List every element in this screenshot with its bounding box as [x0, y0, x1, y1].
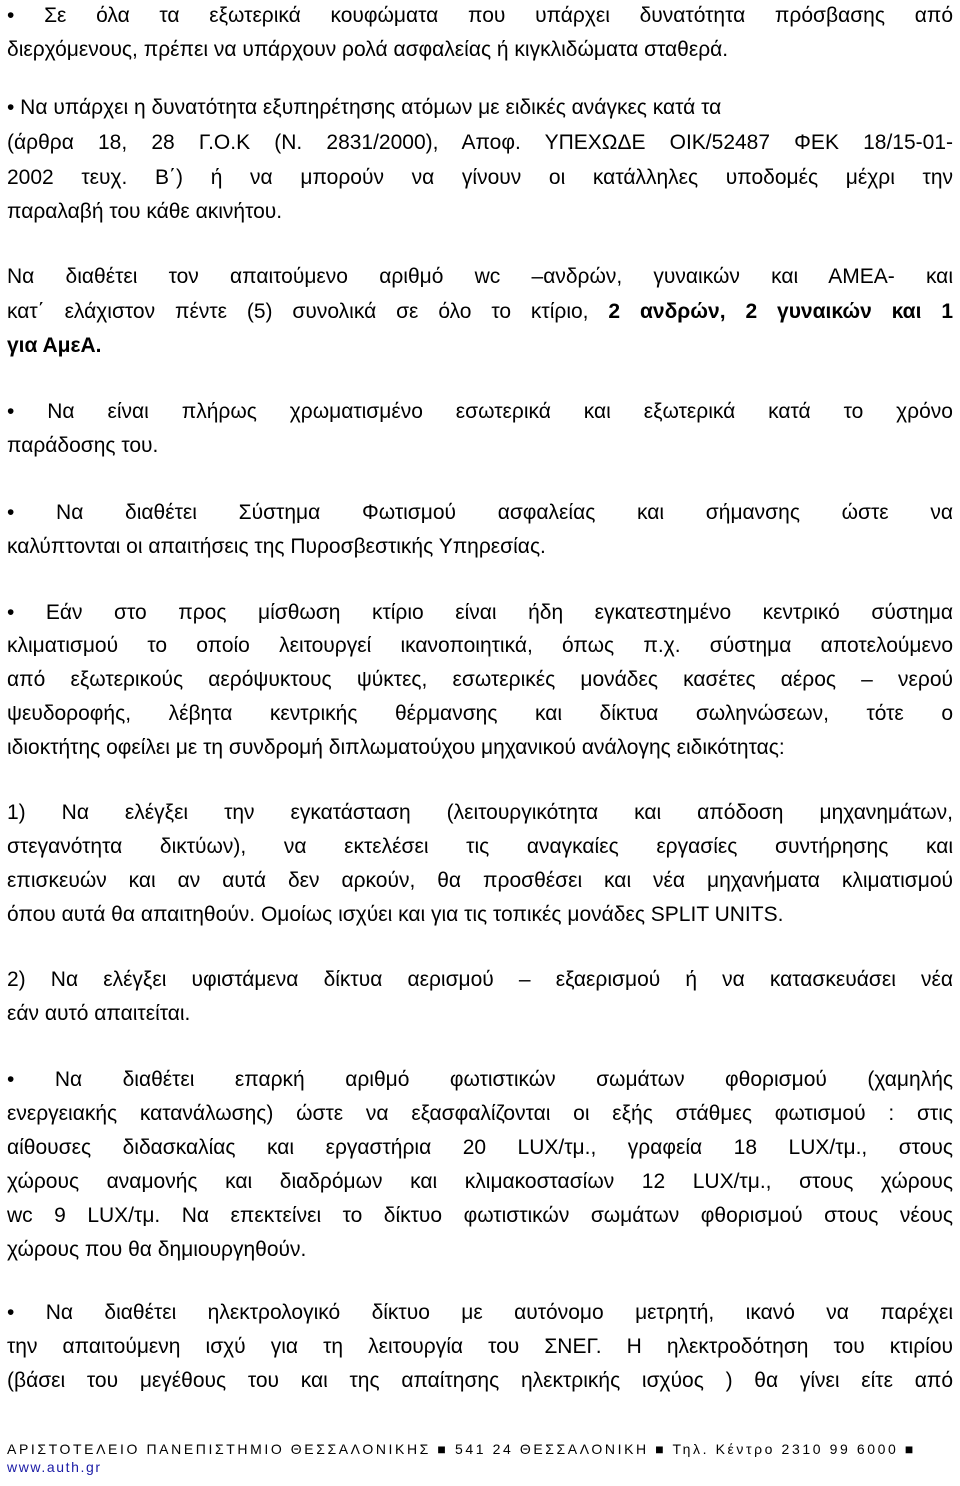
text-line — [7, 330, 953, 362]
bold-text: 2 ανδρών, 2 γυναικών και 1 — [608, 300, 953, 323]
text-line: χώρους που θα δημιουργηθούν. — [7, 1238, 307, 1261]
text-line: κλιματισμού το οποίο λειτουργεί ικανοποιητικά, όπως π.χ. σύστημα αποτελούμενο — [7, 634, 953, 657]
text-line: (άρθρα 18, 28 Γ.Ο.Κ (Ν. 2831/2000), Αποφ. ΥΠΕΧΩΔΕ ΟΙΚ/52487 ΦΕΚ 18/15-01- — [7, 131, 953, 154]
text-line: επισκευών και αν αυτά δεν αρκούν, θα προσθέσει και νέα μηχανήματα κλιματισμού — [7, 869, 953, 892]
text-line: εάν αυτό απαιτείται. — [7, 1002, 191, 1025]
text-line: διερχόμενους, πρέπει να υπάρχουν ρολά ασφαλείας ή κιγκλιδώματα σταθερά. — [7, 38, 729, 61]
text-line: 1) Να ελέγξει την εγκατάσταση (λειτουργικότητα και απόδοση μηχανημάτων, — [7, 801, 953, 824]
text-line: όπου αυτά θα απαιτηθούν. Ομοίως ισχύει και για τις τοπικές μονάδες SPLIT UNITS. — [7, 903, 784, 926]
text-line: • Να διαθέτει επαρκή αριθμό φωτιστικών σωμάτων φθορισμού (χαμηλής — [7, 1068, 953, 1091]
text-line: παράδοσης του. — [7, 434, 159, 457]
text-line: αίθουσες διδασκαλίας και εργαστήρια 20 LUX/τμ., γραφεία 18 LUX/τμ., στους — [7, 1136, 953, 1159]
text-line: παραλαβή του κάθε ακινήτου. — [7, 200, 283, 223]
text-line: • Εάν στο προς μίσθωση κτίριο είναι ήδη εγκατεστημένο κεντρικό σύστημα — [7, 601, 953, 624]
text-segment: κατ΄ ελάχιστον πέντε (5) συνολικά σε όλο το κτίριο, — [7, 300, 609, 323]
text-line: • Να διαθέτει Σύστημα Φωτισμού ασφαλείας και σήμανσης ώστε να — [7, 501, 953, 524]
text-line: από εξωτερικούς αερόψυκτους ψύκτες, εσωτερικές μονάδες κασέτες αέρος – νερού — [7, 668, 953, 691]
bold-text: για ΑμεΑ. — [7, 334, 102, 357]
text-line: (βάσει του μεγέθους του και της απαίτησης ηλεκτρικής ισχύος ) θα γίνει είτε από — [7, 1369, 953, 1392]
text-line: χώρους αναμονής και διαδρόμων και κλιμακοστασίων 12 LUX/τμ., στους χώρους — [7, 1170, 953, 1193]
text-line — [7, 296, 953, 328]
text-line: • Σε όλα τα εξωτερικά κουφώματα που υπάρχει δυνατότητα πρόσβασης από — [7, 4, 953, 27]
text-line: • Να υπάρχει η δυνατότητα εξυπηρέτησης ατόμων με ειδικές ανάγκες κατά τα — [7, 96, 722, 119]
footer-website-link[interactable]: www.auth.gr — [7, 1459, 102, 1475]
text-line: ψευδοροφής, λέβητα κεντρικής θέρμανσης και δίκτυα σωληνώσεων, τότε ο — [7, 702, 953, 725]
text-line: καλύπτονται οι απαιτήσεις της Πυροσβεστικής Υπηρεσίας. — [7, 535, 546, 558]
text-line: wc 9 LUX/τμ. Να επεκτείνει το δίκτυο φωτιστικών σωμάτων φθορισμού στους νέους — [7, 1204, 953, 1227]
text-line: • Να είναι πλήρως χρωματισμένο εσωτερικά και εξωτερικά κατά το χρόνο — [7, 400, 953, 423]
text-line: 2) Να ελέγξει υφιστάμενα δίκτυα αερισμού – εξαερισμού ή να κατασκευάσει νέα — [7, 968, 953, 991]
text-line: ενεργειακής κατανάλωσης) ώστε να εξασφαλίζονται οι εξής στάθμες φωτισμού : στις — [7, 1102, 953, 1125]
footer-address: ΑΡΙΣΤΟΤΕΛΕΙΟ ΠΑΝΕΠΙΣΤΗΜΙΟ ΘΕΣΣΑΛΟΝΙΚΗΣ ■ 541 24 ΘΕΣΣΑΛΟΝΙΚΗ ■ Τηλ. Κέντρο 2310 99 6000 ■ — [7, 1441, 916, 1457]
text-line: στεγανότητα δικτύων), να εκτελέσει τις αναγκαίες εργασίες συντήρησης και — [7, 835, 953, 858]
text-line: • Να διαθέτει ηλεκτρολογικό δίκτυο με αυτόνομο μετρητή, ικανό να παρέχει — [7, 1301, 953, 1324]
page-footer — [7, 1440, 953, 1476]
text-line: 2002 τευχ. Β΄) ή να μπορούν να γίνουν οι κατάλληλες υποδομές μέχρι την — [7, 166, 953, 189]
text-line: Να διαθέτει τον απαιτούμενο αριθμό wc –ανδρών, γυναικών και ΑΜΕΑ- και — [7, 265, 953, 288]
text-line: ιδιοκτήτης οφείλει με τη συνδρομή διπλωματούχου μηχανικού ανάλογης ειδικότητας: — [7, 736, 785, 759]
text-line: την απαιτούμενη ισχύ για τη λειτουργία του ΣΝΕΓ. Η ηλεκτροδότηση του κτιρίου — [7, 1335, 953, 1358]
